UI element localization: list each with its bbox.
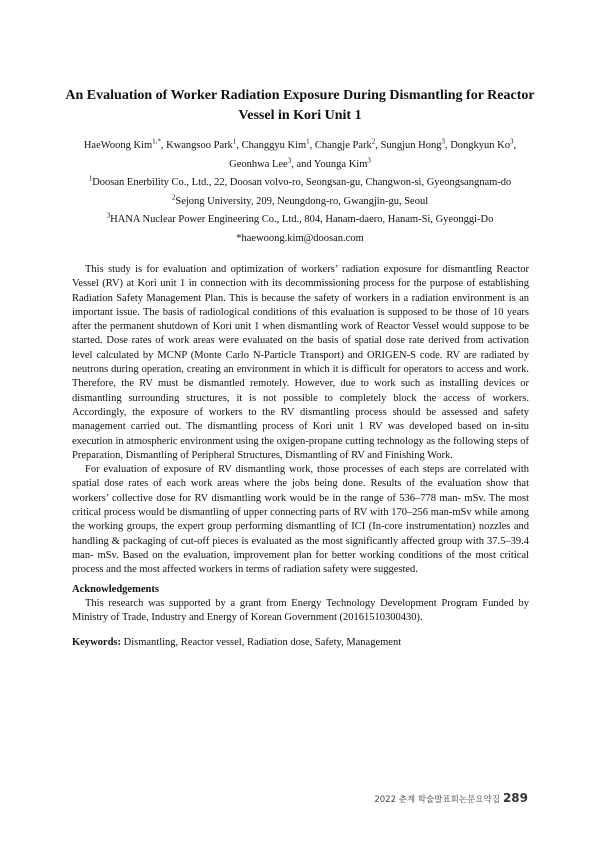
title-line-2: Vessel in Kori Unit 1 [238,108,362,123]
abstract [72,263,529,578]
page-footer [374,791,528,805]
author-sep: , [375,140,381,151]
abstract-paragraph-1: This study is for evaluation and optimization of workers’ radiation exposure for dismantling Reactor Vessel (RV) at Kori unit 1 in connection with its decommissioning process for the purpose of establishing Radiation Safety Management Plan. This is because the safety of workers in a radiation environment is an important issue. The basis of radiological conditions of this evaluation is supposed to be those of 10 years after the permanent shutdown of Kori unit 1 when dismantling work of Reactor Vessel would suppose to be started. Dose rates of work areas were evaluated on the basis of spatial dose rate derived from activation level calculated by MCNP (Monte Carlo N-Particle Transport) and ORIGEN-S code. RV are radiated by neutrons during operation, creating an environment in which it is difficult for operators to access and work. Therefore, the RV must be dismantled remotely. However, due to work such as installing devices or dismantling surrounding structures, it is not possible to completely block the access of workers. Accordingly, the exposure of workers to the RV dismantling process should be assessed and safety management carried out. The dismantling process of Kori unit 1 RV was developed based on in-situ execution in atmospheric environment using the oxigen-propane cutting technology as the following steps of Preparation, Dismantling of Peripheral Structures, Dismantling of RV and Finishing Work. [72,264,529,461]
author-line-1 [60,136,540,155]
affiliation-text: Doosan Enerbility Co., Ltd., 22, Doosan volvo-ro, Seongsan-gu, Changwon-si, Gyeongsangnam-do [92,177,512,188]
email-text[interactable]: *haewoong.kim@doosan.com [236,233,364,244]
author-sep: , [513,140,517,151]
affiliation-2 [40,195,560,209]
author-sep: , [160,140,167,151]
paper-title [60,86,540,126]
affiliation-1 [40,176,560,190]
author-sep: , and [291,159,314,170]
affiliation-3 [40,213,560,227]
title-line-1: An Evaluation of Worker Radiation Exposure During Dismantling for Reactor [65,88,535,103]
affiliation-mark: 3 [106,211,111,220]
author-affil-mark: 2 [371,137,376,146]
author-affil-mark: 1 [306,137,310,146]
page-number: 289 [502,791,528,805]
author-affil-mark: 3 [441,137,445,146]
proceedings-title: 2022 춘계 학술발표회논문요약집 [374,795,500,805]
author-name: Kwangsoo Park [166,140,233,151]
affiliation-text: Sejong University, 209, Neungdong-ro, Gwangjin-gu, Seoul [175,196,429,207]
keywords [72,636,529,650]
author-sep: , [236,140,242,151]
author-list [60,136,540,174]
affiliation-mark: 1 [88,174,93,183]
acknowledgements-heading: Acknowledgements [72,584,159,595]
author-affil-mark: 3 [287,156,292,165]
author-affil-mark: 3 [510,137,514,146]
affiliation-mark: 2 [171,193,176,202]
author-affil-mark: 1 [232,137,237,146]
corresponding-email[interactable] [40,232,560,246]
acknowledgements-text: This research was supported by a grant from Energy Technology Development Program Funded by Ministry of Trade, Industry and Energy of Korean Government (20161510300430). [72,598,529,624]
author-name: HaeWoong Kim [83,140,153,151]
author-sep: , [444,140,451,151]
author-name: Sungjun Hong [380,140,442,151]
author-sep: , [309,140,315,151]
keywords-label: Keywords: [72,637,121,648]
abstract-paragraph-2: For evaluation of exposure of RV dismantling work, those processes of each steps are correlated with spatial dose rates of each work areas where the jobs being done. Results of the evaluation show that workers’ collective dose for RV dismantling work would be in the range of 536–778 man- mSv. The most critical process would be dismantling of upper connecting parts of RV with 170–256 man-mSv while among the working groups, the expert group performing dismantling of ICI (In-core instrumentation) nozzles and handling & packaging of cut-off pieces is evaluated as the most significantly affected group with 37.5–39.4 man- mSv. Based on the evaluation, improvement plan for better working conditions of the most critical process and the most affected workers in terms of radiation safety were suggested. [72,464,529,576]
author-name: Changgyu Kim [241,140,307,151]
author-name: Younga Kim [313,159,368,170]
affiliation-text: HANA Nuclear Power Engineering Co., Ltd., 804, Hanam-daero, Hanam-Si, Gyeonggi-Do [110,214,494,225]
author-affil-mark: 3 [367,156,371,165]
author-line-2 [60,155,540,174]
author-name: Dongkyun Ko [450,140,511,151]
author-name: Geonhwa Lee [229,159,288,170]
keywords-text: Dismantling, Reactor vessel, Radiation dose, Safety, Management [121,637,402,648]
author-affil-mark: 1,* [152,137,161,146]
author-name: Changje Park [314,140,372,151]
